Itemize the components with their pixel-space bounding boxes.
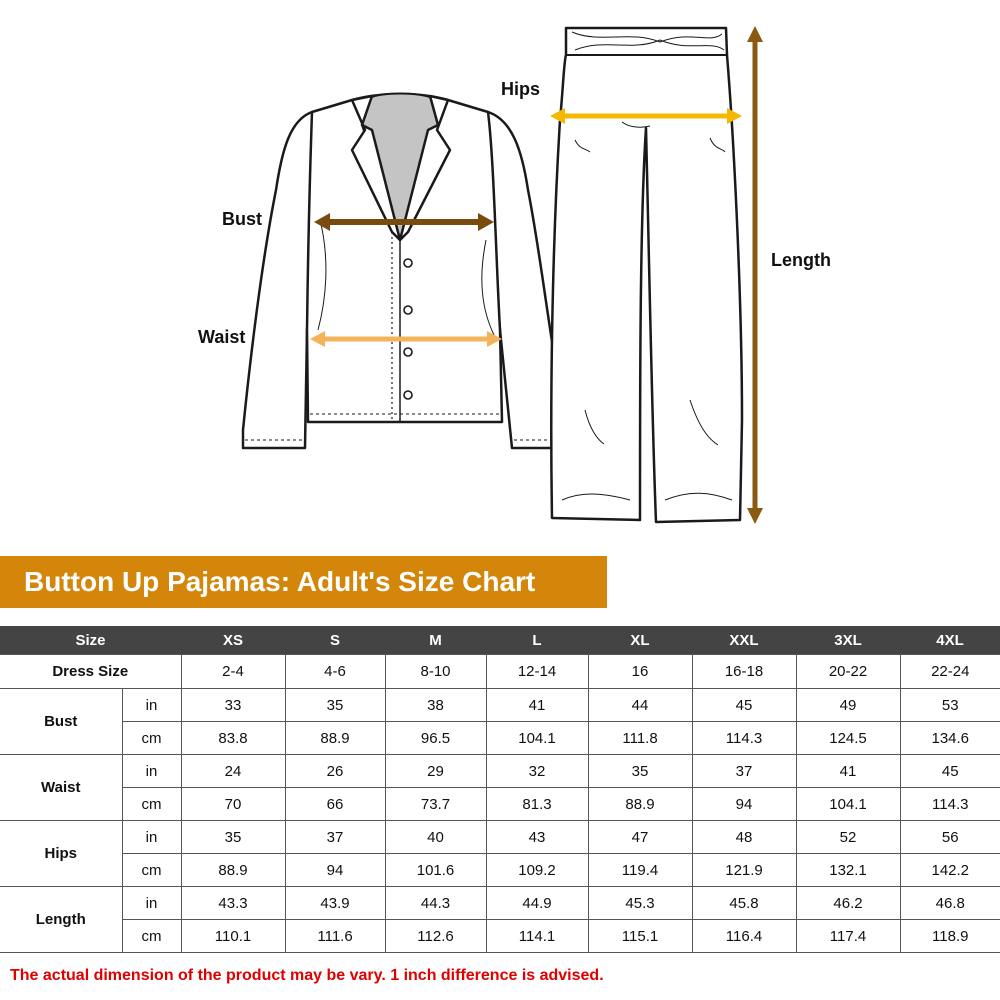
header-cell: M bbox=[385, 626, 486, 655]
table-row bbox=[0, 722, 1000, 755]
table-cell: 70 bbox=[181, 788, 285, 821]
table-cell: 44 bbox=[588, 689, 692, 722]
table-cell: 124.5 bbox=[796, 722, 900, 755]
table-cell: 73.7 bbox=[385, 788, 486, 821]
table-row bbox=[0, 689, 1000, 722]
unit-cell: cm bbox=[122, 854, 181, 887]
button-icon bbox=[404, 391, 412, 399]
table-row bbox=[0, 755, 1000, 788]
button-icon bbox=[404, 306, 412, 314]
length-label: Length bbox=[771, 250, 831, 270]
table-cell: 88.9 bbox=[285, 722, 385, 755]
row-label: Bust bbox=[0, 689, 122, 755]
table-row bbox=[0, 887, 1000, 920]
table-cell: 49 bbox=[796, 689, 900, 722]
table-cell: 46.8 bbox=[900, 887, 1000, 920]
table-cell: 35 bbox=[181, 821, 285, 854]
unit-cell: cm bbox=[122, 920, 181, 953]
table-cell: 119.4 bbox=[588, 854, 692, 887]
table-cell: 48 bbox=[692, 821, 796, 854]
table-cell: 112.6 bbox=[385, 920, 486, 953]
button-icon bbox=[404, 348, 412, 356]
table-cell: 66 bbox=[285, 788, 385, 821]
table-cell: 26 bbox=[285, 755, 385, 788]
table-cell: 110.1 bbox=[181, 920, 285, 953]
button-icon bbox=[404, 259, 412, 267]
table-cell: 45 bbox=[900, 755, 1000, 788]
size-chart-title: Button Up Pajamas: Adult's Size Chart bbox=[0, 556, 607, 608]
table-cell: 111.6 bbox=[285, 920, 385, 953]
table-cell: 43.9 bbox=[285, 887, 385, 920]
table-cell: 94 bbox=[692, 788, 796, 821]
table-cell: 114.1 bbox=[486, 920, 588, 953]
row-label: Hips bbox=[0, 821, 122, 887]
table-cell: 8-10 bbox=[385, 655, 486, 689]
unit-cell: in bbox=[122, 821, 181, 854]
table-cell: 4-6 bbox=[285, 655, 385, 689]
table-cell: 40 bbox=[385, 821, 486, 854]
table-cell: 43 bbox=[486, 821, 588, 854]
table-row bbox=[0, 854, 1000, 887]
header-cell: XL bbox=[588, 626, 692, 655]
table-row bbox=[0, 788, 1000, 821]
row-label: Waist bbox=[0, 755, 122, 821]
table-cell: 81.3 bbox=[486, 788, 588, 821]
table-row bbox=[0, 821, 1000, 854]
length-arrow-icon bbox=[747, 26, 763, 524]
header-cell: 4XL bbox=[900, 626, 1000, 655]
table-cell: 116.4 bbox=[692, 920, 796, 953]
table-header-row bbox=[0, 626, 1000, 655]
table-cell: 38 bbox=[385, 689, 486, 722]
table-cell: 45 bbox=[692, 689, 796, 722]
table-cell: 94 bbox=[285, 854, 385, 887]
table-cell: 32 bbox=[486, 755, 588, 788]
table-cell: 121.9 bbox=[692, 854, 796, 887]
table-cell: 134.6 bbox=[900, 722, 1000, 755]
table-cell: 44.9 bbox=[486, 887, 588, 920]
row-label: Dress Size bbox=[0, 655, 181, 689]
unit-cell: in bbox=[122, 887, 181, 920]
header-cell: Size bbox=[0, 626, 181, 655]
unit-cell: cm bbox=[122, 788, 181, 821]
table-cell: 16 bbox=[588, 655, 692, 689]
table-cell: 35 bbox=[588, 755, 692, 788]
table-cell: 46.2 bbox=[796, 887, 900, 920]
table-cell: 115.1 bbox=[588, 920, 692, 953]
header-cell: XS bbox=[181, 626, 285, 655]
table-cell: 53 bbox=[900, 689, 1000, 722]
table-cell: 52 bbox=[796, 821, 900, 854]
table-cell: 37 bbox=[285, 821, 385, 854]
table-cell: 22-24 bbox=[900, 655, 1000, 689]
table-cell: 117.4 bbox=[796, 920, 900, 953]
table-cell: 20-22 bbox=[796, 655, 900, 689]
table-cell: 41 bbox=[486, 689, 588, 722]
table-cell: 43.3 bbox=[181, 887, 285, 920]
table-cell: 96.5 bbox=[385, 722, 486, 755]
table-cell: 29 bbox=[385, 755, 486, 788]
table-cell: 101.6 bbox=[385, 854, 486, 887]
table-cell: 56 bbox=[900, 821, 1000, 854]
table-cell: 45.3 bbox=[588, 887, 692, 920]
pants-drawing bbox=[551, 28, 742, 522]
table-cell: 114.3 bbox=[900, 788, 1000, 821]
table-cell: 37 bbox=[692, 755, 796, 788]
table-cell: 118.9 bbox=[900, 920, 1000, 953]
header-cell: L bbox=[486, 626, 588, 655]
table-row bbox=[0, 920, 1000, 953]
header-cell: XXL bbox=[692, 626, 796, 655]
table-cell: 104.1 bbox=[486, 722, 588, 755]
table-cell: 2-4 bbox=[181, 655, 285, 689]
table-cell: 16-18 bbox=[692, 655, 796, 689]
dress-size-row bbox=[0, 655, 1000, 689]
table-cell: 114.3 bbox=[692, 722, 796, 755]
bust-label: Bust bbox=[222, 209, 262, 229]
unit-cell: in bbox=[122, 689, 181, 722]
table-cell: 88.9 bbox=[181, 854, 285, 887]
table-cell: 45.8 bbox=[692, 887, 796, 920]
table-cell: 104.1 bbox=[796, 788, 900, 821]
table-cell: 12-14 bbox=[486, 655, 588, 689]
disclaimer-text: The actual dimension of the product may be vary. 1 inch difference is advised. bbox=[10, 967, 604, 984]
header-cell: S bbox=[285, 626, 385, 655]
table-cell: 88.9 bbox=[588, 788, 692, 821]
table-cell: 35 bbox=[285, 689, 385, 722]
table-cell: 83.8 bbox=[181, 722, 285, 755]
table-cell: 109.2 bbox=[486, 854, 588, 887]
unit-cell: cm bbox=[122, 722, 181, 755]
hips-label: Hips bbox=[501, 79, 541, 99]
header-cell: 3XL bbox=[796, 626, 900, 655]
table-cell: 47 bbox=[588, 821, 692, 854]
table-cell: 33 bbox=[181, 689, 285, 722]
unit-cell: in bbox=[122, 755, 181, 788]
size-chart-table bbox=[0, 626, 1000, 953]
table-cell: 44.3 bbox=[385, 887, 486, 920]
row-label: Length bbox=[0, 887, 122, 953]
table-cell: 142.2 bbox=[900, 854, 1000, 887]
table-cell: 132.1 bbox=[796, 854, 900, 887]
table-cell: 24 bbox=[181, 755, 285, 788]
waist-label: Waist bbox=[198, 327, 246, 347]
table-cell: 111.8 bbox=[588, 722, 692, 755]
table-cell: 41 bbox=[796, 755, 900, 788]
